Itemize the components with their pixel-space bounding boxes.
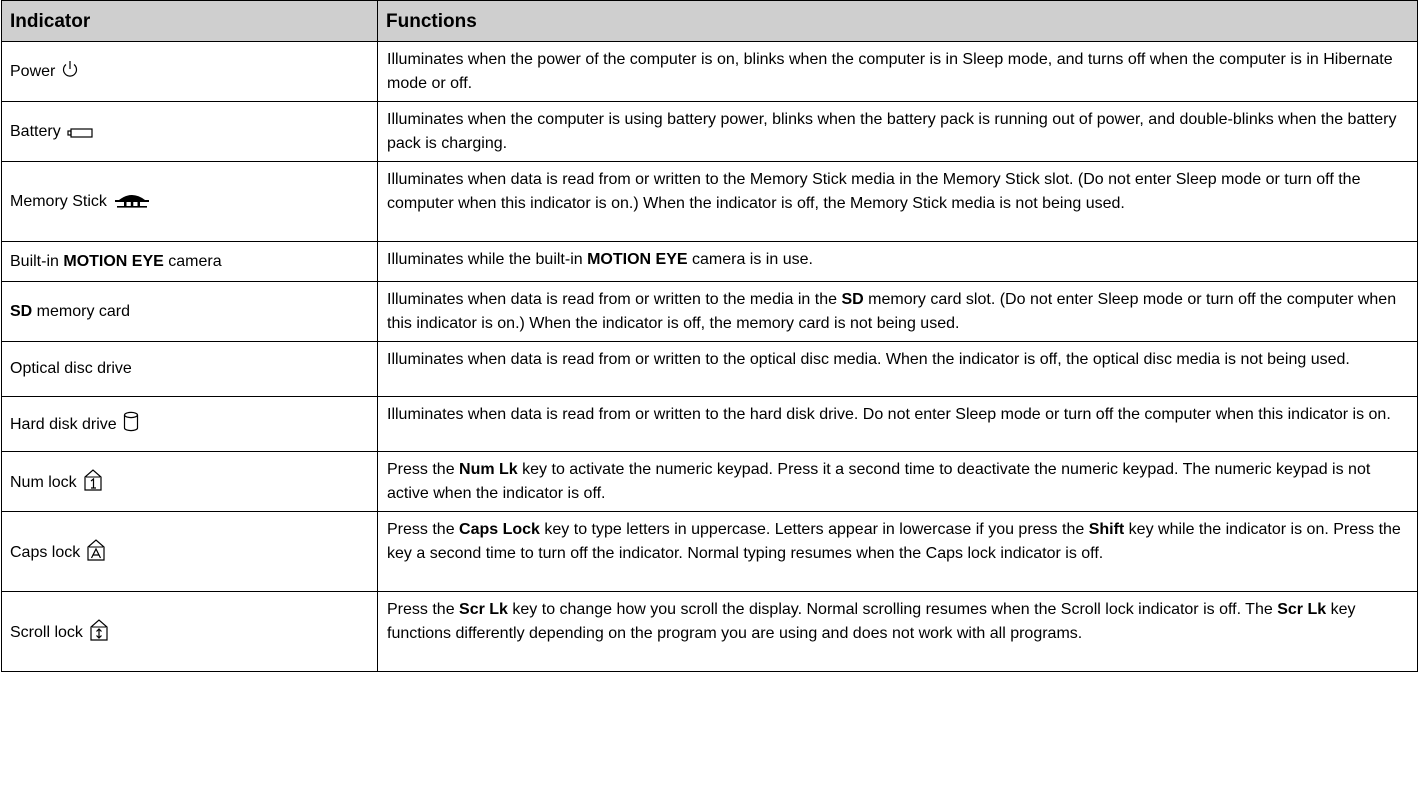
power-icon bbox=[61, 60, 79, 80]
indicator-cell bbox=[2, 42, 378, 102]
function-cell bbox=[378, 102, 1418, 162]
indicator-name-bold: SD bbox=[10, 302, 33, 320]
indicator-name-text: Built-in bbox=[10, 252, 64, 270]
table-row bbox=[2, 42, 1418, 102]
function-description-text: Press the bbox=[387, 461, 460, 478]
indicator-table bbox=[1, 0, 1418, 672]
function-description-text: key to type letters in uppercase. Letters appear in lowercase if you press the bbox=[539, 521, 1089, 538]
function-description-text: Illuminates when the power of the computer is on, blinks when the computer is in Sleep mode, and turns off when the computer is in Hibernate mode or off. bbox=[387, 51, 1393, 92]
function-cell bbox=[378, 592, 1418, 672]
function-description-text: key to change how you scroll the display. Normal scrolling resumes when the Scroll lock indicator is off. The bbox=[507, 601, 1278, 618]
indicator-cell bbox=[2, 162, 378, 242]
indicator-cell bbox=[2, 102, 378, 162]
caps-lock-icon bbox=[86, 539, 106, 561]
function-description-text: Press the bbox=[387, 521, 460, 538]
table-body bbox=[2, 42, 1418, 672]
function-cell bbox=[378, 512, 1418, 592]
table-row bbox=[2, 452, 1418, 512]
indicator-cell bbox=[2, 592, 378, 672]
indicator-name-text: Num lock bbox=[10, 473, 77, 491]
header-indicator: Indicator bbox=[2, 1, 378, 42]
indicator-name-text: Battery bbox=[10, 122, 61, 140]
function-description-text: Illuminates when data is read from or written to the hard disk drive. Do not enter Sleep mode or turn off the computer when this indicator is on. bbox=[387, 406, 1391, 423]
function-description-bold: Scr Lk bbox=[459, 601, 508, 618]
function-description-text: Illuminates when data is read from or written to the Memory Stick media in the Memory Stick slot. (Do not enter Sleep mode or turn off the computer when this indicator is on.) When the indicator is off, the Memory Stick media is not being used. bbox=[387, 171, 1361, 212]
table-row bbox=[2, 342, 1418, 397]
function-description-bold: Scr Lk bbox=[1277, 601, 1327, 618]
function-description-text: memory card slot. (Do not enter Sleep mode or turn off the computer when this indicator is on.) When the indicator is off, the memory card is not being used. bbox=[387, 291, 1397, 332]
indicator-cell bbox=[2, 452, 378, 512]
scroll-lock-icon bbox=[89, 619, 109, 641]
num-lock-icon bbox=[83, 469, 103, 491]
function-description-text: Press the bbox=[387, 601, 460, 618]
indicator-cell bbox=[2, 397, 378, 452]
table-row bbox=[2, 282, 1418, 342]
table-row bbox=[2, 592, 1418, 672]
function-description-text: Illuminates when data is read from or written to the media in the bbox=[387, 291, 842, 308]
function-description-text: camera is in use. bbox=[687, 251, 813, 268]
function-description-text: key functions differently depending on the program you are using and does not work with all programs. bbox=[387, 601, 1356, 642]
function-cell bbox=[378, 242, 1418, 282]
function-description-bold: Caps Lock bbox=[459, 521, 540, 538]
function-description-text: Illuminates while the built-in bbox=[387, 251, 588, 268]
table-row bbox=[2, 162, 1418, 242]
function-description-bold: SD bbox=[841, 291, 864, 308]
indicator-name-text: memory card bbox=[32, 302, 131, 320]
function-cell bbox=[378, 282, 1418, 342]
indicator-name-text: Optical disc drive bbox=[10, 360, 132, 377]
table-row bbox=[2, 102, 1418, 162]
function-description-text: key to activate the numeric keypad. Press it a second time to deactivate the numeric keypad. The numeric keypad is not active when the indicator is off. bbox=[387, 461, 1371, 502]
function-description-text: Illuminates when the computer is using battery power, blinks when the battery pack is running out of power, and double-blinks when the battery pack is charging. bbox=[387, 111, 1397, 152]
indicator-cell bbox=[2, 512, 378, 592]
indicator-cell bbox=[2, 282, 378, 342]
function-description-text: Illuminates when data is read from or written to the optical disc media. When the indicator is off, the optical disc media is not being used. bbox=[387, 351, 1350, 368]
battery-icon bbox=[67, 126, 93, 140]
header-functions: Functions bbox=[378, 1, 1418, 42]
table-row bbox=[2, 512, 1418, 592]
memory-stick-icon bbox=[113, 192, 151, 210]
indicator-name-text: Scroll lock bbox=[10, 623, 83, 641]
table-row bbox=[2, 242, 1418, 282]
indicator-name-bold: MOTION EYE bbox=[63, 252, 164, 270]
table-header-row bbox=[2, 1, 1418, 42]
hard-disk-icon bbox=[123, 411, 139, 433]
table-row bbox=[2, 397, 1418, 452]
function-cell bbox=[378, 42, 1418, 102]
indicator-name-text: Hard disk drive bbox=[10, 416, 117, 433]
function-cell bbox=[378, 342, 1418, 397]
indicator-name-text: camera bbox=[163, 252, 222, 270]
function-cell bbox=[378, 162, 1418, 242]
indicator-name-text: Caps lock bbox=[10, 543, 81, 561]
indicator-name-text: Power bbox=[10, 62, 56, 80]
function-description-bold: MOTION EYE bbox=[587, 251, 688, 268]
function-description-bold: Num Lk bbox=[459, 461, 518, 478]
indicator-cell bbox=[2, 342, 378, 397]
function-description-text: key while the indicator is on. Press the key a second time to turn off the indicator. Normal typing resumes when the Caps lock indicator is off. bbox=[387, 521, 1401, 562]
function-description-bold: Shift bbox=[1088, 521, 1125, 538]
function-cell bbox=[378, 397, 1418, 452]
indicator-cell bbox=[2, 242, 378, 282]
function-cell bbox=[378, 452, 1418, 512]
indicator-name-text: Memory Stick bbox=[10, 192, 107, 210]
